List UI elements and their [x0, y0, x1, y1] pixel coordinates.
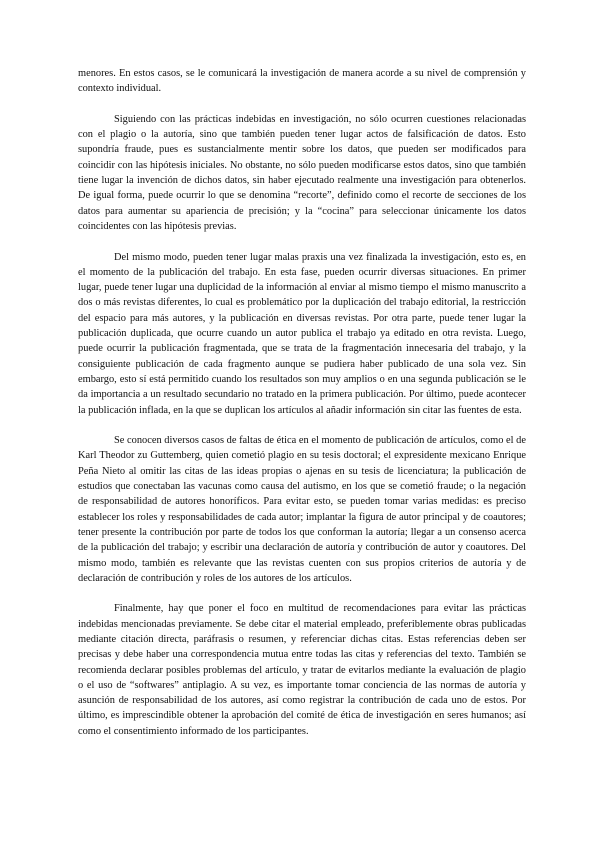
paragraph-ethics-cases: Se conocen diversos casos de faltas de ética en el momento de publicación de artículos, como el de Karl Theodor zu Guttemberg, quien cometió plagio en su tesis doctoral; el expresidente mexicano Enrique Peña Nieto al omitir las citas de las ideas propias o ajenas en su tesis de licenciatura; la publicación de estudios que conectaban las vacunas como causa del autismo, en los que se cometió fraude; o la negación de responsabilidad de autores honoríficos. Para evitar esto, se pueden tomar varias medidas: es preciso establecer los roles y responsabilidades de cada autor; implantar la figura de autor principal y de coautores; tener presente la contribución por parte de todos los que conforman la autoría; llegar a un consenso acerca de la publicación del trabajo; y escribir una declaración de autoría y contribución de autor y coautores. Del mismo modo, también es relevante que las revistas cuenten con sus propios criterios de autoría y de declaración de contribución y roles de los autores de los artículos. — [78, 435, 526, 584]
paragraph-continuation: menores. En estos casos, se le comunicará la investigación de manera acorde a su nivel de comprensión y contexto individual. — [78, 68, 526, 95]
paragraph-publication-malpractice: Del mismo modo, pueden tener lugar malas praxis una vez finalizada la investigación, esto es, en el momento de la publicación del trabajo. En esta fase, pueden ocurrir diversas situaciones. En primer lugar, puede tener lugar una duplicidad de la información al enviar al mismo tiempo el mismo manuscrito a dos o más revistas diferentes, lo cual es problemático por la duplicación del trabajo editorial, la restricción del espacio para más autores, y la publicación en diversas revistas. Por otra parte, puede tener lugar la publicación duplicada, que ocurre cuando un autor publica el trabajo ya editado en otra revista. Luego, puede ocurrir la publicación fragmentada, que se trata de la fragmentación innecesaria del trabajo, y la consiguiente publicación de cada fragmento aunque se pudiera haber publicado de una sola vez. Sin embargo, esto sí está permitido cuando los resultados son muy amplios o en una segunda publicación se le da importancia a un resultado secundario no tratado en la primera publicación. Por último, puede acontecer la publicación inflada, en la que se duplican los artículos al añadir información sin citar las fuentes de esta. — [78, 251, 526, 416]
body-text — [78, 66, 526, 754]
paragraph-data-falsification: Siguiendo con las prácticas indebidas en investigación, no sólo ocurren cuestiones relacionadas con el plagio o la autoría, sino que también pueden tener lugar actos de falsificación de datos. Esto supondría fraude, pues es sustancialmente mentir sobre los datos, que pueden ser modificados para coincidir con las hipótesis iniciales. No obstante, no sólo pueden modificarse estos datos, sino que también tiene lugar la invención de dichos datos, sin haber ejecutado realmente una investigación para obtenerlos. De igual forma, puede ocurrir lo que se denomina “recorte”, definido como el recorte de secciones de los datos para aumentar su apariencia de precisión; y la “cocina” para seleccionar únicamente los datos coincidentes con las hipótesis previas. — [78, 113, 526, 232]
paragraph-recommendations: Finalmente, hay que poner el foco en multitud de recomendaciones para evitar las prácticas indebidas mencionadas previamente. Se debe citar el material empleado, preferiblemente obras publicadas mediante citación directa, paráfrasis o resumen, y referenciar dichas citas. Estas referencias deben ser precisas y debe haber una correspondencia mutua entre todas las citas y referencias del texto. También se recomienda declarar posibles problemas del artículo, y tratar de evitarlos mediante la evaluación de plagio o el uso de “softwares” antiplagio. A su vez, es importante tomar conciencia de las normas de autoría y asunción de responsabilidad de los autores, así como registrar la contribución de cada uno de estos. Por último, es imprescindible obtener la aprobación del comité de ética de investigación en seres humanos; así como el consentimiento informado de los participantes. — [78, 603, 526, 737]
